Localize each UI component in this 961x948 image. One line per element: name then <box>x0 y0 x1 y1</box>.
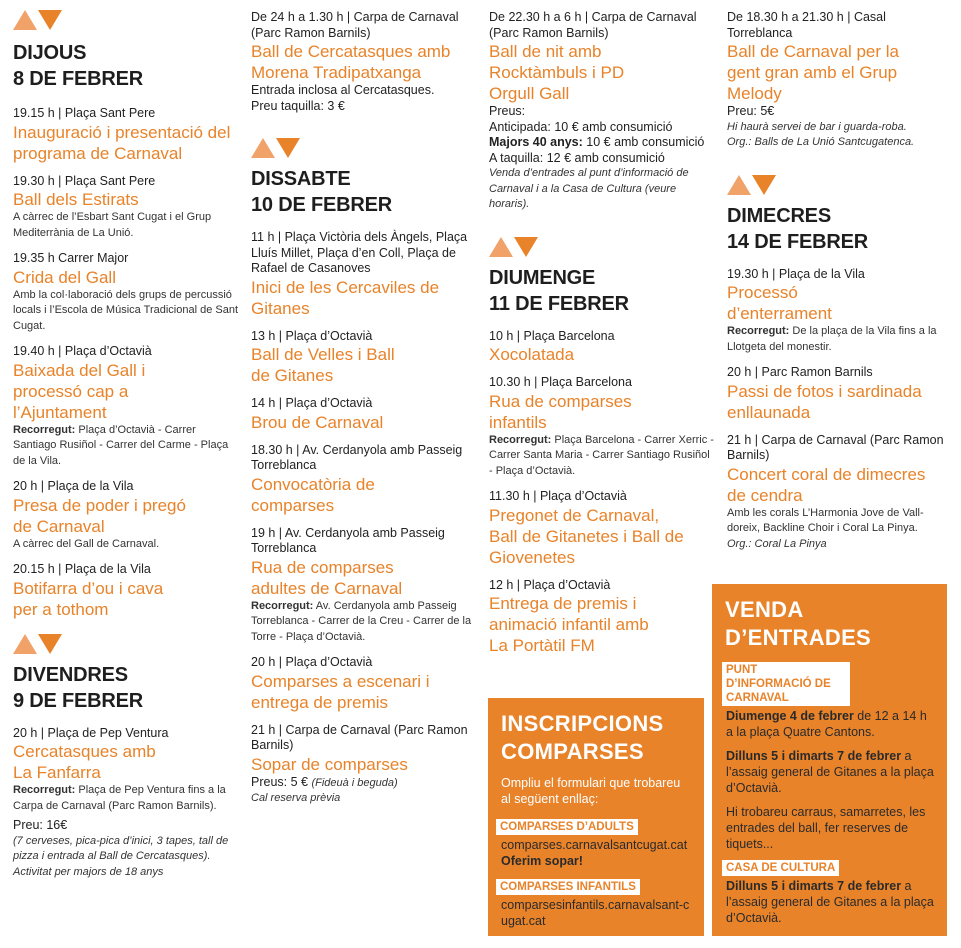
casa-cultura-tag: CASA DE CULTURA <box>722 860 839 876</box>
venda-entrades-box: VENDA D’ENTRADES PUNT D’INFORMACIÓ DE CARNAVAL Diumenge 4 de febrer de 12 a 14 h a la plaça Quatre Cantons. Dilluns 5 i dimarts 7 de febrer a l’assaig general de Gitanes a la plaça d’Octavià. Hi trobareu carraus, samarretes, les entrades del ball, fer reserves de tiquets... CASA DE CULTURA Dilluns 5 i dimarts 7 de febrer a l’assaig general de Gitanes a la plaça d’Octavià. <box>712 584 947 936</box>
column-wednesday <box>727 0 949 552</box>
event-item: 20 h | Plaça de Pep Ventura Cercatasques amb La Fanfarra Recorregut: Plaça de Pep Ventura fins a la Carpa de Carnaval (Parc Ramon Barnils). Preu: 16€ (7 cerveses, pica-pica d’inici, 3 tapes, tall de pizza i entrada al Ball de Cercatasques). Activitat per majors de 18 anys <box>13 725 229 878</box>
adults-link[interactable]: comparses.carnavalsantcugat.cat <box>501 838 688 852</box>
event-item: 20 h | Plaça de la Vila Presa de poder i pregó de Carnaval A càrrec del Gall de Carnaval. <box>13 479 186 550</box>
event-item: 19.15 h | Plaça Sant Pere Inauguració i presentació del programa de Carnaval <box>13 106 231 163</box>
column-thursday-friday <box>13 0 238 880</box>
triangle-logo-icon <box>727 175 949 197</box>
event-item: 20 h | Parc Ramon Barnils Passi de fotos i sardinada enllaunada <box>727 365 922 422</box>
event-item: 21 h | Carpa de Carnaval (Parc Ramon Barnils) Concert coral de dimecres de cendra Amb les corals L’Harmonia Jove de Vall-doreix, Backline Choir i Coral La Pinya. Org.: Coral La Pinya <box>727 432 944 550</box>
event-item: 19 h | Av. Cerdanyola amb Passeig Torreblanca Rua de comparses adultes de Carnaval Recorregut: Av. Cerdanyola amb Passeig Torreblanca - Carrer de la Creu - Carrer de la Torre - Plaça d’Octavià. <box>251 525 472 643</box>
event-item: 10 h | Plaça Barcelona Xocolatada <box>489 328 615 364</box>
event-item: 18.30 h | Av. Cerdanyola amb Passeig Torreblanca Convocatòria de comparses <box>251 442 463 515</box>
infantils-link[interactable]: comparsesinfantils.carnavalsant-cugat.cat <box>501 898 690 928</box>
event-item: 19.30 h | Plaça de la Vila Processó d’enterrament Recorregut: De la plaça de la Vila fins a la Llotgeta del monestir. <box>727 266 937 353</box>
day-heading: DIMECRES 14 DE FEBRER <box>727 204 868 253</box>
day-heading: DISSABTE 10 DE FEBRER <box>251 168 392 216</box>
event-item: 12 h | Plaça d’Octavià Entrega de premis i animació infantil amb La Portàtil FM <box>489 577 649 655</box>
venda-title: VENDA <box>725 597 804 622</box>
event-item: De 24 h a 1.30 h | Carpa de Carnaval (Parc Ramon Barnils) Ball de Cercatasques amb Morena Tradipatxanga Entrada inclosa al Cercatasques. Preu taquilla: 3 € <box>251 10 459 113</box>
event-item: 11 h | Plaça Victòria dels Àngels, Plaça Lluís Millet, Plaça d’en Coll, Plaça de Rafael de Casanoves Inici de les Cercaviles de Gitanes <box>251 230 468 318</box>
event-item: 20 h | Plaça d’Octavià Comparses a escenari i entrega de premis <box>251 655 430 712</box>
column-sunday <box>489 0 714 656</box>
inscripcions-box: INSCRIPCIONS COMPARSES Ompliu el formulari que trobareu al següent enllaç: COMPARSES D’ADULTS comparses.carnavalsantcugat.cat Oferim sopar! COMPARSES INFANTILS comparsesinfantils.carnavalsant-cugat.cat <box>488 698 704 936</box>
day-heading: DIUMENGE 11 DE FEBRER <box>489 266 629 315</box>
triangle-logo-icon <box>251 138 476 160</box>
day-heading: DIVENDRES 9 DE FEBRER <box>13 663 144 712</box>
triangle-logo-icon <box>13 634 238 656</box>
event-item: 19.40 h | Plaça d’Octavià Baixada del Gall i processó cap a l’Ajuntament Recorregut: Plaça d’Octavià - Carrer Santiago Rusiñol - Carrer del Carme - Plaça de la Vila. <box>13 344 229 467</box>
event-item: De 18.30 h a 21.30 h | Casal Torreblanca Ball de Carnaval per la gent gran amb el Grup Melody Preu: 5€ Hi haurà servei de bar i guarda-roba. Org.: Balls de La Unió Santcugatenca. <box>727 10 915 148</box>
inscripcions-title: INSCRIPCIONS <box>501 711 664 736</box>
adults-tag: COMPARSES D’ADULTS <box>496 819 638 835</box>
event-item: 11.30 h | Plaça d’Octavià Pregonet de Carnaval, Ball de Gitanetes i Ball de Giovenetes <box>489 489 684 567</box>
event-item: 20.15 h | Plaça de la Vila Botifarra d’ou i cava per a tothom <box>13 562 164 619</box>
punt-informacio-tag: PUNT D’INFORMACIÓ DE CARNAVAL <box>722 662 850 706</box>
event-item: 13 h | Plaça d’Octavià Ball de Velles i Ball de Gitanes <box>251 328 395 385</box>
column-saturday <box>251 0 476 807</box>
infantils-tag: COMPARSES INFANTILS <box>496 879 640 895</box>
event-item: 10.30 h | Plaça Barcelona Rua de comparses infantils Recorregut: Plaça Barcelona - Carrer Xerric - Carrer Santa Maria - Carrer Santiago Rusiñol - Plaça d’Octavià. <box>489 375 714 477</box>
triangle-logo-icon <box>13 10 238 32</box>
day-heading: DIJOUS 8 DE FEBRER <box>13 42 144 90</box>
event-item: De 22.30 h a 6 h | Carpa de Carnaval (Parc Ramon Barnils) Ball de nit amb Rocktàmbuls i PD Orgull Gall Preus: Anticipada: 10 € amb consumició Majors 40 anys: 10 € amb consumició A taquilla: 12 € amb consumició Venda d’entrades al punt d’informació de Carnaval i a la Casa de Cultura (veure horaris). <box>489 10 705 210</box>
event-item: 14 h | Plaça d’Octavià Brou de Carnaval <box>251 396 384 432</box>
triangle-logo-icon <box>489 237 714 259</box>
event-item: 21 h | Carpa de Carnaval (Parc Ramon Barnils) Sopar de comparses Preus: 5 € (Fideuà i beguda) Cal reserva prèvia <box>251 722 468 804</box>
event-item: 19.35 h Carrer Major Crida del Gall Amb la col·laboració dels grups de percussió locals i l’Escola de Música Tradicional de Sant Cugat. <box>13 251 239 332</box>
event-item: 19.30 h | Plaça Sant Pere Ball dels Estirats A càrrec de l’Esbart Sant Cugat i el Grup Mediterrània de La Unió. <box>13 173 212 239</box>
